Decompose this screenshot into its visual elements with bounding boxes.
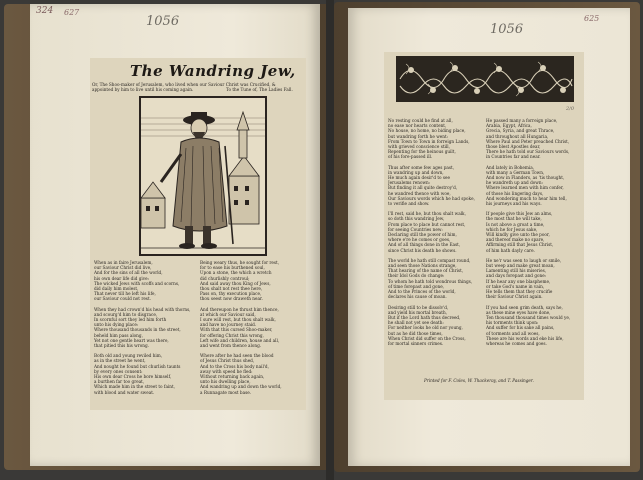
verse-line: those blest Apostles dear, bbox=[486, 144, 541, 150]
verse-line: Being weary thus, he sought for rest, bbox=[200, 260, 280, 265]
verse-line: And suffer for his sake all pains, bbox=[486, 325, 555, 331]
verse-line: whereas he comes and goes. bbox=[486, 340, 547, 346]
ballad-sheet-left bbox=[90, 58, 306, 410]
verse-line: no ease nor hearts content, bbox=[388, 123, 447, 129]
folio-mark-a: 324 bbox=[36, 6, 54, 16]
verse-line: If you had seen grim death, says he, bbox=[486, 304, 563, 310]
verse-line: which he for Jesus sake, bbox=[486, 226, 538, 232]
verse-line: of torments and all woes, bbox=[486, 330, 540, 336]
verse-line: that pitied this his wrong. bbox=[94, 343, 149, 349]
verse-line: Pass on, thy execution place, bbox=[200, 291, 262, 297]
verse-line: and thereof make no spare, bbox=[486, 237, 545, 243]
verse-line: since Christ his death he shows. bbox=[388, 247, 457, 253]
verse-line: Lamenting still his miseries, bbox=[486, 268, 547, 274]
verse-line: and went from thence along. bbox=[200, 343, 262, 349]
verse-line: a Runnagate most base. bbox=[200, 389, 252, 395]
wandering-jew-woodcut bbox=[141, 98, 265, 254]
verse-line: Left wife and children, house and all, bbox=[200, 337, 280, 343]
verse-line: He ne'r was seen to laugh or smile, bbox=[486, 257, 562, 263]
folio-mark-right: 625 bbox=[584, 14, 600, 23]
verse-line: declares his cause of moan. bbox=[388, 294, 447, 300]
verse-line: for mortal sinners crimes. bbox=[388, 340, 444, 346]
verse-line: unto his dwelling place, bbox=[200, 379, 251, 385]
verse-line: That hearing of the name of Christ, bbox=[388, 268, 464, 274]
verse-column-right bbox=[200, 260, 304, 395]
verse-line: our Saviour could not rest. bbox=[94, 296, 151, 302]
verse-line: in Countries far and near. bbox=[486, 154, 541, 160]
verse-line: Yet not one gentle heart was there, bbox=[94, 337, 169, 343]
verse-line: of those his lingering days, bbox=[486, 190, 544, 196]
verse-line: did churlishly controul; bbox=[200, 275, 250, 281]
verse-column-left bbox=[94, 260, 196, 395]
verse-line: but as he did those times, bbox=[388, 330, 443, 336]
verse-line: their Saviour Christ again. bbox=[486, 294, 543, 300]
verse-line: When as in faire Jerusalem, bbox=[94, 260, 153, 265]
verse-line: But if the Lord hath thus decreed, bbox=[388, 314, 461, 320]
verse-line: away with speed he fled: bbox=[200, 368, 253, 374]
verse-line: Jerusalems renown: bbox=[388, 180, 431, 186]
verse-line: his journeys and his ways. bbox=[486, 201, 542, 207]
book-gutter bbox=[326, 0, 334, 480]
verse-line: When Christ did suffer on the Cross, bbox=[388, 335, 466, 341]
verse-line: their Idol Gods do change: bbox=[388, 273, 445, 279]
ballad-sheet-right bbox=[384, 52, 584, 400]
verse-line: Will kindly give unto the poor, bbox=[486, 232, 550, 238]
verse-line: He passed many a forreign place, bbox=[486, 118, 558, 123]
verse-line: No house, no home, no biding place, bbox=[388, 128, 466, 134]
verse-line: our Saviour Christ did live, bbox=[94, 265, 152, 271]
verse-line: And for the sins of all the world, bbox=[94, 270, 163, 276]
verse-line: so doth this wandring Jew, bbox=[388, 216, 445, 222]
verse-line: That never till he left his life, bbox=[94, 291, 156, 297]
verse-column-left bbox=[388, 118, 484, 346]
verse-line: for to ease his burthened soul, bbox=[200, 265, 265, 271]
verse-line: When they had crown'd his head with thorns, bbox=[94, 306, 191, 312]
verse-line: I'll rest, said he, but thou shalt walk, bbox=[388, 211, 466, 217]
verse-line: And wandring up and down the world, bbox=[200, 384, 282, 390]
woodcut-illustration bbox=[139, 96, 267, 256]
verse-line: at which our Saviour said, bbox=[200, 311, 256, 317]
verse-line: Affirming still that Jesus Christ, bbox=[486, 242, 554, 248]
verse-line: thou shalt not rest thee here, bbox=[200, 286, 263, 292]
verse-line: Arabia, Egypt, Africa, bbox=[486, 123, 532, 129]
verse-line: His own dear Cross he bore himself, bbox=[94, 374, 172, 380]
folio-mark-b: 627 bbox=[64, 8, 80, 17]
verse-line: He much again desir'd to see bbox=[388, 175, 450, 181]
ballad-title: The Wandring Jew, bbox=[130, 62, 296, 80]
verse-line: I sure will rest, but thou shalt walk, bbox=[200, 317, 276, 323]
verse-line: Our Saviours words which he had spoke, bbox=[388, 195, 475, 201]
verse-line: But finding it all quite destroy'd, bbox=[388, 185, 458, 191]
ballad-tune: To the Tune of, The Ladies Fall. bbox=[226, 87, 293, 92]
verse-line: The wicked Jews with scoffs and scorns, bbox=[94, 280, 180, 286]
verse-line: And now in Flanders, as 'tis thought, bbox=[486, 175, 565, 181]
verse-line: And of all things done in the East, bbox=[388, 242, 461, 248]
verse-line: No resting could he find at all, bbox=[388, 118, 453, 123]
verse-line: of Jesus Christ thus shed, bbox=[200, 358, 255, 364]
verse-line: Ten thousand thousand times would ye, bbox=[486, 314, 571, 320]
verse-line: He tells them that they crucifie bbox=[486, 289, 553, 295]
verse-line: did daily him molest, bbox=[94, 286, 139, 292]
verse-line: and yield his mortal breath, bbox=[388, 309, 447, 315]
verse-line: his torments think upon: bbox=[486, 320, 539, 326]
ms-number-right: 1056 bbox=[490, 22, 524, 37]
ballad-subtitle-2: appointed by him to live until his coming again. bbox=[92, 87, 194, 92]
verse-line: and have no journey staid. bbox=[200, 322, 257, 328]
verse-line: and throughout all Hungaria, bbox=[486, 133, 549, 139]
verse-line: for offering Christ this wrong, bbox=[200, 332, 264, 338]
verse-line: his own dear life did give: bbox=[94, 275, 149, 281]
verse-line: and days forepast and gone: bbox=[486, 273, 547, 279]
verse-line: or take God's name in vain, bbox=[486, 283, 545, 289]
verse-line: Without returning back again, bbox=[200, 374, 265, 380]
verse-column-right bbox=[486, 118, 582, 346]
verse-line: of time forepast and gone, bbox=[388, 283, 445, 289]
verse-line: a burthen far too great, bbox=[94, 379, 145, 385]
verse-line: From place to place but cannot rest, bbox=[388, 221, 466, 227]
verse-line: For neither looks he old nor young, bbox=[388, 325, 463, 331]
verse-line: with grieved conscience still, bbox=[388, 144, 450, 150]
verse-line: of his fore-passed ill. bbox=[388, 154, 433, 160]
verse-line: to verifie and show. bbox=[388, 201, 430, 207]
verse-line: Which made him in the street to faint, bbox=[94, 384, 175, 390]
verse-line: for seeing Countries new: bbox=[388, 226, 443, 232]
verse-line: but weep and make great moan, bbox=[486, 263, 555, 269]
verse-line: of him hath dayly care. bbox=[486, 247, 535, 253]
verse-line: as in the street he went, bbox=[94, 358, 146, 364]
verse-line: Upon a stone, the which a wretch bbox=[200, 270, 272, 276]
verse-line: he wandred thence with woe, bbox=[388, 190, 451, 196]
verse-line: Where learned men with him confer, bbox=[486, 185, 564, 191]
verse-line: Thus after some few ages past, bbox=[388, 164, 455, 170]
verse-line: In scornful sort they led him forth bbox=[94, 317, 167, 323]
verse-line: Where thousand thousands in the street, bbox=[94, 327, 181, 333]
verse-line: Where after he had seen the blood bbox=[200, 353, 274, 359]
verse-line: and seen those Nations strange, bbox=[388, 263, 457, 269]
verse-line: and scourg'd him to disgrace, bbox=[94, 311, 158, 317]
verse-line: where e're he comes or goes, bbox=[388, 237, 451, 243]
verse-line: The world he hath still compast round, bbox=[388, 257, 471, 263]
verse-line: Grecia, Syria, and great Thrace, bbox=[486, 128, 555, 134]
verse-line: Desiring still to be dissolv'd, bbox=[388, 304, 449, 310]
verse-line: To whom he hath told wondrous things, bbox=[388, 278, 473, 284]
verse-line: And nought he found but churlish taunts bbox=[94, 363, 181, 369]
verse-line: with blood and water sweat. bbox=[94, 389, 155, 395]
verse-line: with many a German Town, bbox=[486, 169, 545, 175]
ornamental-header bbox=[396, 56, 574, 102]
verse-line: he wandreth up and down: bbox=[486, 180, 543, 186]
verse-line: And lately in Bohemia, bbox=[486, 164, 535, 170]
verse-line: in wandring up and down, bbox=[388, 169, 444, 175]
floral-ornament bbox=[396, 56, 574, 102]
verse-line: but wandring forth he went: bbox=[388, 133, 449, 139]
verse-line: And to the Princes of the world, bbox=[388, 289, 456, 295]
verse-line: And thereupon he thrust him thence, bbox=[200, 306, 279, 312]
verse-line: Repenting for the heinous guilt, bbox=[388, 149, 456, 155]
verse-line: Where Paul and Peter preached Christ, bbox=[486, 138, 570, 144]
verse-line: Both old and young reviled him, bbox=[94, 353, 163, 359]
verse-line: thou seest now draweth near. bbox=[200, 296, 263, 302]
verse-line: And said away thou King of Jews, bbox=[200, 280, 271, 286]
verse-line: These are his words and eke his life, bbox=[486, 335, 564, 341]
margin-mark: 2/0 bbox=[566, 106, 575, 112]
ballad-subtitle-1: Or, The Shoo-maker of Jerusalem, who lived when our Saviour Christ was Crucified, & bbox=[92, 82, 276, 87]
verse-line: From Town to Town in forreign Lands, bbox=[388, 138, 470, 144]
verse-line: as these mine eyes have done, bbox=[486, 309, 551, 315]
verse-line: There he hath told our Saviours words, bbox=[486, 149, 570, 155]
verse-line: With that this cursed Shoo-maker, bbox=[200, 327, 273, 333]
verse-line: And to the Cross his body nail'd, bbox=[200, 363, 269, 369]
imprint: Printed for F. Coles, W. Thackeray, and T. Passinger. bbox=[424, 378, 534, 383]
verse-line: And wondering much to hear him tell, bbox=[486, 195, 567, 201]
verse-line: unto his dying place: bbox=[94, 322, 139, 328]
verse-line: Is not above a groat a time, bbox=[486, 221, 545, 227]
verse-line: If he hear any one blaspheme, bbox=[486, 278, 551, 284]
verse-line: he shall not yet see death: bbox=[388, 320, 444, 326]
verse-line: by every ones consent: bbox=[94, 368, 143, 374]
verse-line: the most that he will take, bbox=[486, 216, 542, 222]
verse-line: beheld him pass along, bbox=[94, 332, 143, 338]
verse-line: If people give this Jew an alms, bbox=[486, 211, 553, 217]
verse-line: Declaring still the power of him, bbox=[388, 232, 457, 238]
ms-number: 1056 bbox=[146, 14, 180, 29]
